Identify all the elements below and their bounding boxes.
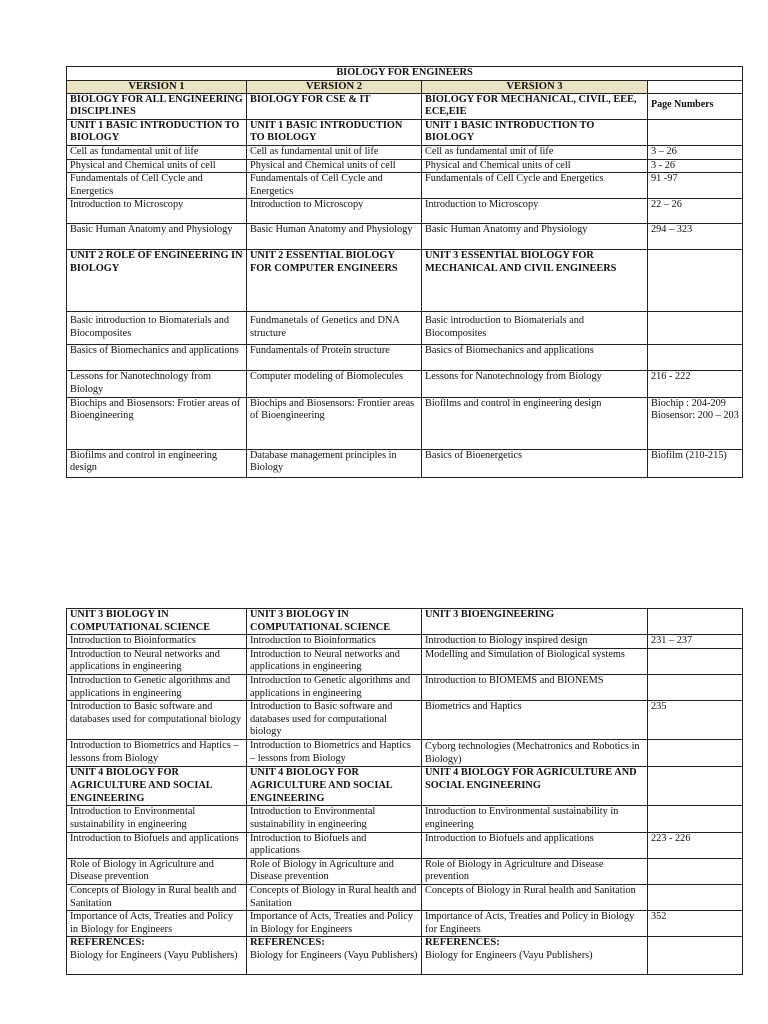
- page-number-cell: 294 – 323: [648, 224, 743, 250]
- topic-v2: Introduction to Genetic algorithms and applications in engineering: [247, 674, 422, 700]
- topic-v1: Introduction to Neural networks and applications in engineering: [67, 648, 247, 674]
- table-row: [67, 884, 743, 910]
- reference-text: Biology for Engineers (Vayu Publishers): [70, 949, 238, 961]
- unit-heading-v1: UNIT 2 ROLE OF ENGINEERING IN BIOLOGY: [67, 250, 247, 312]
- topic-v1: Basic Human Anatomy and Physiology: [67, 224, 247, 250]
- topic-v1: Lessons for Nanotechnology from Biology: [67, 371, 247, 397]
- page-number-cell: 22 – 26: [648, 199, 743, 224]
- unit-heading-v3: UNIT 1 BASIC INTRODUCTION TO BIOLOGY: [422, 119, 648, 145]
- references-label: REFERENCES:: [425, 937, 500, 949]
- topic-v1: Biofilms and control in engineering design: [67, 449, 247, 477]
- topic-v2: Introduction to Bioinformatics: [247, 635, 422, 649]
- topic-v2: Concepts of Biology in Rural health and Sanitation: [247, 884, 422, 910]
- topic-v2: Basic Human Anatomy and Physiology: [247, 224, 422, 250]
- page-number-cell: [648, 937, 743, 975]
- topic-v1: Importance of Acts, Treaties and Policy in Biology for Engineers: [67, 911, 247, 937]
- unit-heading-v2: UNIT 4 BIOLOGY FOR AGRICULTURE AND SOCIAL ENGINEERING: [247, 767, 422, 806]
- page-number-cell: [648, 250, 743, 312]
- table-row: [67, 224, 743, 250]
- discipline-header-v2: BIOLOGY FOR CSE & IT: [247, 93, 422, 119]
- page-number-cell: [648, 858, 743, 884]
- topic-v2: Introduction to Basic software and databases used for computational biology: [247, 701, 422, 740]
- unit-heading-v3: UNIT 3 BIOENGINEERING: [422, 609, 648, 635]
- topic-v1: Introduction to Genetic algorithms and applications in engineering: [67, 674, 247, 700]
- topic-v1: Introduction to Biometrics and Haptics – lessons from Biology: [67, 740, 247, 767]
- version-blank-cell: [648, 80, 743, 93]
- topic-v3: Introduction to Biofuels and applications: [422, 832, 648, 858]
- table-row: [67, 767, 743, 806]
- topic-v2: Introduction to Microscopy: [247, 199, 422, 224]
- table-row: [67, 159, 743, 173]
- topic-v2: Database management principles in Biology: [247, 449, 422, 477]
- topic-v3: Modelling and Simulation of Biological systems: [422, 648, 648, 674]
- topic-v3: Biometrics and Haptics: [422, 701, 648, 740]
- topic-v2: Biochips and Biosensors: Frontier areas of Bioengineering: [247, 397, 422, 449]
- page-number-cell: 3 – 26: [648, 145, 743, 159]
- topic-v2: Importance of Acts, Treaties and Policy in Biology for Engineers: [247, 911, 422, 937]
- table-row: [67, 911, 743, 937]
- syllabus-table-part-1: [66, 66, 743, 478]
- table-row: [67, 199, 743, 224]
- topic-v2: Fundmanetals of Genetics and DNA structure: [247, 312, 422, 345]
- topic-v3: Cyborg technologies (Mechatronics and Robotics in Biology): [422, 740, 648, 767]
- topic-v3: Lessons for Nanotechnology from Biology: [422, 371, 648, 397]
- discipline-header-v1: BIOLOGY FOR ALL ENGINEERING DISCIPLINES: [67, 93, 247, 119]
- topic-v3: Basics of Biomechanics and applications: [422, 345, 648, 371]
- table-row: [67, 371, 743, 397]
- topic-v3: Introduction to Biology inspired design: [422, 635, 648, 649]
- topic-v1: Physical and Chemical units of cell: [67, 159, 247, 173]
- topic-v2: Role of Biology in Agriculture and Disease prevention: [247, 858, 422, 884]
- page-number-cell: 3 - 26: [648, 159, 743, 173]
- topic-v3: Concepts of Biology in Rural health and Sanitation: [422, 884, 648, 910]
- page-number-cell: 216 - 222: [648, 371, 743, 397]
- table-row: [67, 806, 743, 832]
- unit-heading-v1: UNIT 1 BASIC INTRODUCTION TO BIOLOGY: [67, 119, 247, 145]
- table-row: [67, 858, 743, 884]
- topic-v3: Biofilms and control in engineering design: [422, 397, 648, 449]
- table-row: [67, 312, 743, 345]
- references-v3: [422, 937, 648, 975]
- table-row: [67, 674, 743, 700]
- document-title: BIOLOGY FOR ENGINEERS: [67, 67, 743, 81]
- topic-v3: Importance of Acts, Treaties and Policy in Biology for Engineers: [422, 911, 648, 937]
- references-label: REFERENCES:: [250, 937, 325, 949]
- version-2-header: VERSION 2: [247, 80, 422, 93]
- table-row: [67, 832, 743, 858]
- page-number-cell: [648, 648, 743, 674]
- topic-v2: Introduction to Biometrics and Haptics – lessons from Biology: [247, 740, 422, 767]
- topic-v1: Introduction to Biofuels and applications: [67, 832, 247, 858]
- syllabus-table-part-2: [66, 608, 743, 975]
- page-number-cell: [648, 806, 743, 832]
- reference-text: Biology for Engineers (Vayu Publishers): [250, 949, 418, 961]
- discipline-header-v3: BIOLOGY FOR MECHANICAL, CIVIL, EEE, ECE,EIE: [422, 93, 648, 119]
- topic-v1: Introduction to Microscopy: [67, 199, 247, 224]
- page-numbers-header: Page Numbers: [648, 93, 743, 119]
- reference-text: Biology for Engineers (Vayu Publishers): [425, 949, 593, 961]
- page-number-cell: [648, 767, 743, 806]
- unit-heading-v3: UNIT 4 BIOLOGY FOR AGRICULTURE AND SOCIAL ENGINEERING: [422, 767, 648, 806]
- page-number-cell: 235: [648, 701, 743, 740]
- topic-v2: Introduction to Biofuels and applications: [247, 832, 422, 858]
- topic-v1: Cell as fundamental unit of life: [67, 145, 247, 159]
- topic-v2: Introduction to Environmental sustainability in engineering: [247, 806, 422, 832]
- page-number-cell: [648, 884, 743, 910]
- topic-v3: Physical and Chemical units of cell: [422, 159, 648, 173]
- topic-v1: Introduction to Environmental sustainability in engineering: [67, 806, 247, 832]
- topic-v1: Concepts of Biology in Rural health and Sanitation: [67, 884, 247, 910]
- table-row: [67, 648, 743, 674]
- references-v2: [247, 937, 422, 975]
- page-number-cell: 231 – 237: [648, 635, 743, 649]
- topic-v3: Cell as fundamental unit of life: [422, 145, 648, 159]
- topic-v2: Fundamentals of Protein structure: [247, 345, 422, 371]
- topic-v1: Basic introduction to Biomaterials and Biocomposites: [67, 312, 247, 345]
- table-row: [67, 173, 743, 199]
- topic-v1: Role of Biology in Agriculture and Disease prevention: [67, 858, 247, 884]
- page-number-cell: 223 - 226: [648, 832, 743, 858]
- unit-heading-v2: UNIT 1 BASIC INTRODUCTION TO BIOLOGY: [247, 119, 422, 145]
- page-number-cell: 91 -97: [648, 173, 743, 199]
- topic-v3: Introduction to BIOMEMS and BIONEMS: [422, 674, 648, 700]
- table-row: [67, 609, 743, 635]
- page-number-cell: [648, 740, 743, 767]
- topic-v1: Basics of Biomechanics and applications: [67, 345, 247, 371]
- table-row: [67, 740, 743, 767]
- references-label: REFERENCES:: [70, 937, 145, 949]
- unit-heading-v2: UNIT 3 BIOLOGY IN COMPUTATIONAL SCIENCE: [247, 609, 422, 635]
- version-1-header: VERSION 1: [67, 80, 247, 93]
- page-number-cell: [648, 674, 743, 700]
- topic-v3: Basics of Bioenergetics: [422, 449, 648, 477]
- page-number-cell: 352: [648, 911, 743, 937]
- table-row: [67, 701, 743, 740]
- topic-v1: Biochips and Biosensors: Frotier areas of Bioengineering: [67, 397, 247, 449]
- topic-v3: Role of Biology in Agriculture and Disease prevention: [422, 858, 648, 884]
- topic-v2: Physical and Chemical units of cell: [247, 159, 422, 173]
- unit-heading-v1: UNIT 4 BIOLOGY FOR AGRICULTURE AND SOCIAL ENGINEERING: [67, 767, 247, 806]
- table-row: [67, 145, 743, 159]
- page-number-cell: [648, 345, 743, 371]
- table-row: [67, 119, 743, 145]
- table-row: [67, 449, 743, 477]
- topic-v2: Introduction to Neural networks and applications in engineering: [247, 648, 422, 674]
- page-number-cell: [648, 609, 743, 635]
- table-row: [67, 635, 743, 649]
- topic-v1: Introduction to Basic software and databases used for computational biology: [67, 701, 247, 740]
- table-row: [67, 397, 743, 449]
- topic-v3: Basic introduction to Biomaterials and Biocomposites: [422, 312, 648, 345]
- table-row: [67, 345, 743, 371]
- references-v1: [67, 937, 247, 975]
- topic-v2: Cell as fundamental unit of life: [247, 145, 422, 159]
- topic-v1: Introduction to Bioinformatics: [67, 635, 247, 649]
- topic-v3: Introduction to Environmental sustainability in engineering: [422, 806, 648, 832]
- topic-v3: Introduction to Microscopy: [422, 199, 648, 224]
- topic-v3: Basic Human Anatomy and Physiology: [422, 224, 648, 250]
- unit-heading-v3: UNIT 3 ESSENTIAL BIOLOGY FOR MECHANICAL AND CIVIL ENGINEERS: [422, 250, 648, 312]
- page-number-cell: [648, 119, 743, 145]
- table-row: [67, 250, 743, 312]
- topic-v2: Computer modeling of Biomolecules: [247, 371, 422, 397]
- page-number-cell: Biochip : 204-209 Biosensor: 200 – 203: [648, 397, 743, 449]
- topic-v2: Fundamentals of Cell Cycle and Energetics: [247, 173, 422, 199]
- unit-heading-v2: UNIT 2 ESSENTIAL BIOLOGY FOR COMPUTER ENGINEERS: [247, 250, 422, 312]
- page-number-cell: [648, 312, 743, 345]
- references-row: [67, 937, 743, 975]
- unit-heading-v1: UNIT 3 BIOLOGY IN COMPUTATIONAL SCIENCE: [67, 609, 247, 635]
- version-3-header: VERSION 3: [422, 80, 648, 93]
- topic-v3: Fundamentals of Cell Cycle and Energetics: [422, 173, 648, 199]
- page-number-cell: Biofilm (210-215): [648, 449, 743, 477]
- topic-v1: Fundamentals of Cell Cycle and Energetics: [67, 173, 247, 199]
